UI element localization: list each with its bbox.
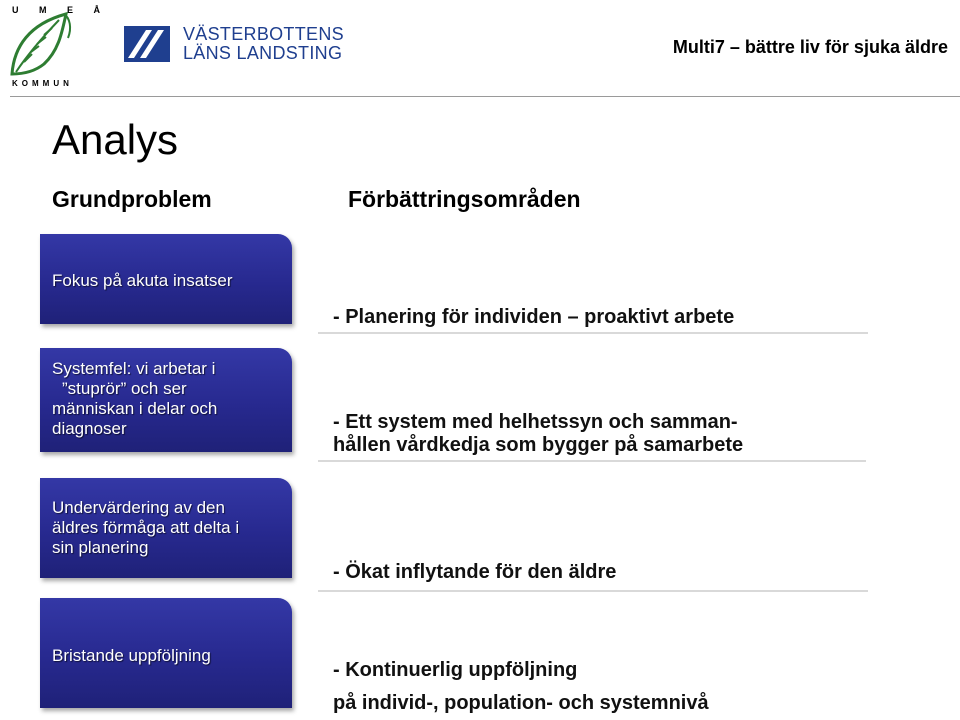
improvement-influence bbox=[333, 561, 616, 584]
improvement-underline bbox=[318, 460, 866, 462]
problem-line: sin planering bbox=[52, 538, 149, 557]
problem-box-acute-focus bbox=[40, 234, 292, 324]
improvement-line: - Ett system med helhetssyn och samman- bbox=[333, 411, 738, 433]
problem-line: människan i delar och bbox=[52, 399, 218, 418]
birch-leaf-icon bbox=[4, 2, 110, 92]
vll-line-1: VÄSTERBOTTENS bbox=[183, 24, 344, 44]
problem-line: Bristande uppföljning bbox=[52, 646, 211, 665]
umea-kommun-logo bbox=[4, 2, 110, 92]
umea-logo-top-text: U M E Å bbox=[12, 5, 110, 15]
problem-line: Fokus på akuta insatser bbox=[52, 271, 233, 290]
improvement-line: - Kontinuerlig uppföljning bbox=[333, 659, 578, 681]
improvement-line: - Ökat inflytande för den äldre bbox=[333, 561, 617, 583]
improvement-holistic-system bbox=[333, 411, 743, 457]
improvement-planning bbox=[333, 306, 734, 329]
vll-logo-text bbox=[183, 25, 344, 63]
improvement-line: på individ-, population- och systemnivå bbox=[333, 692, 709, 714]
improvement-underline bbox=[318, 332, 868, 334]
improvement-line: - Planering för individen – proaktivt arbete bbox=[333, 306, 735, 328]
problem-line: ”stuprör” och ser bbox=[62, 379, 187, 398]
improvement-underline bbox=[318, 590, 868, 592]
problem-box-undervaluation bbox=[40, 478, 292, 578]
vll-logo-mark bbox=[124, 26, 174, 67]
header-divider bbox=[10, 96, 960, 97]
vll-stripes-icon bbox=[124, 26, 174, 62]
left-column-heading: Grundproblem bbox=[52, 186, 212, 212]
umea-logo-bottom-text: KOMMUN bbox=[12, 79, 73, 88]
problem-line: Undervärdering av den bbox=[52, 498, 225, 517]
problem-line: Systemfel: vi arbetar i bbox=[52, 359, 216, 378]
slide-title: Analys bbox=[52, 116, 179, 163]
problem-line: äldres förmåga att delta i bbox=[52, 518, 240, 537]
improvement-line: hållen vårdkedja som bygger på samarbete bbox=[333, 434, 744, 456]
problem-line: diagnoser bbox=[52, 419, 127, 438]
problem-box-follow-up bbox=[40, 598, 292, 708]
improvement-follow-up bbox=[333, 654, 709, 720]
right-column-heading: Förbättringsområden bbox=[348, 186, 581, 212]
problem-box-system-error bbox=[40, 348, 292, 452]
vll-line-2: LÄNS LANDSTING bbox=[183, 43, 343, 63]
project-tagline: Multi7 – bättre liv för sjuka äldre bbox=[672, 37, 948, 57]
